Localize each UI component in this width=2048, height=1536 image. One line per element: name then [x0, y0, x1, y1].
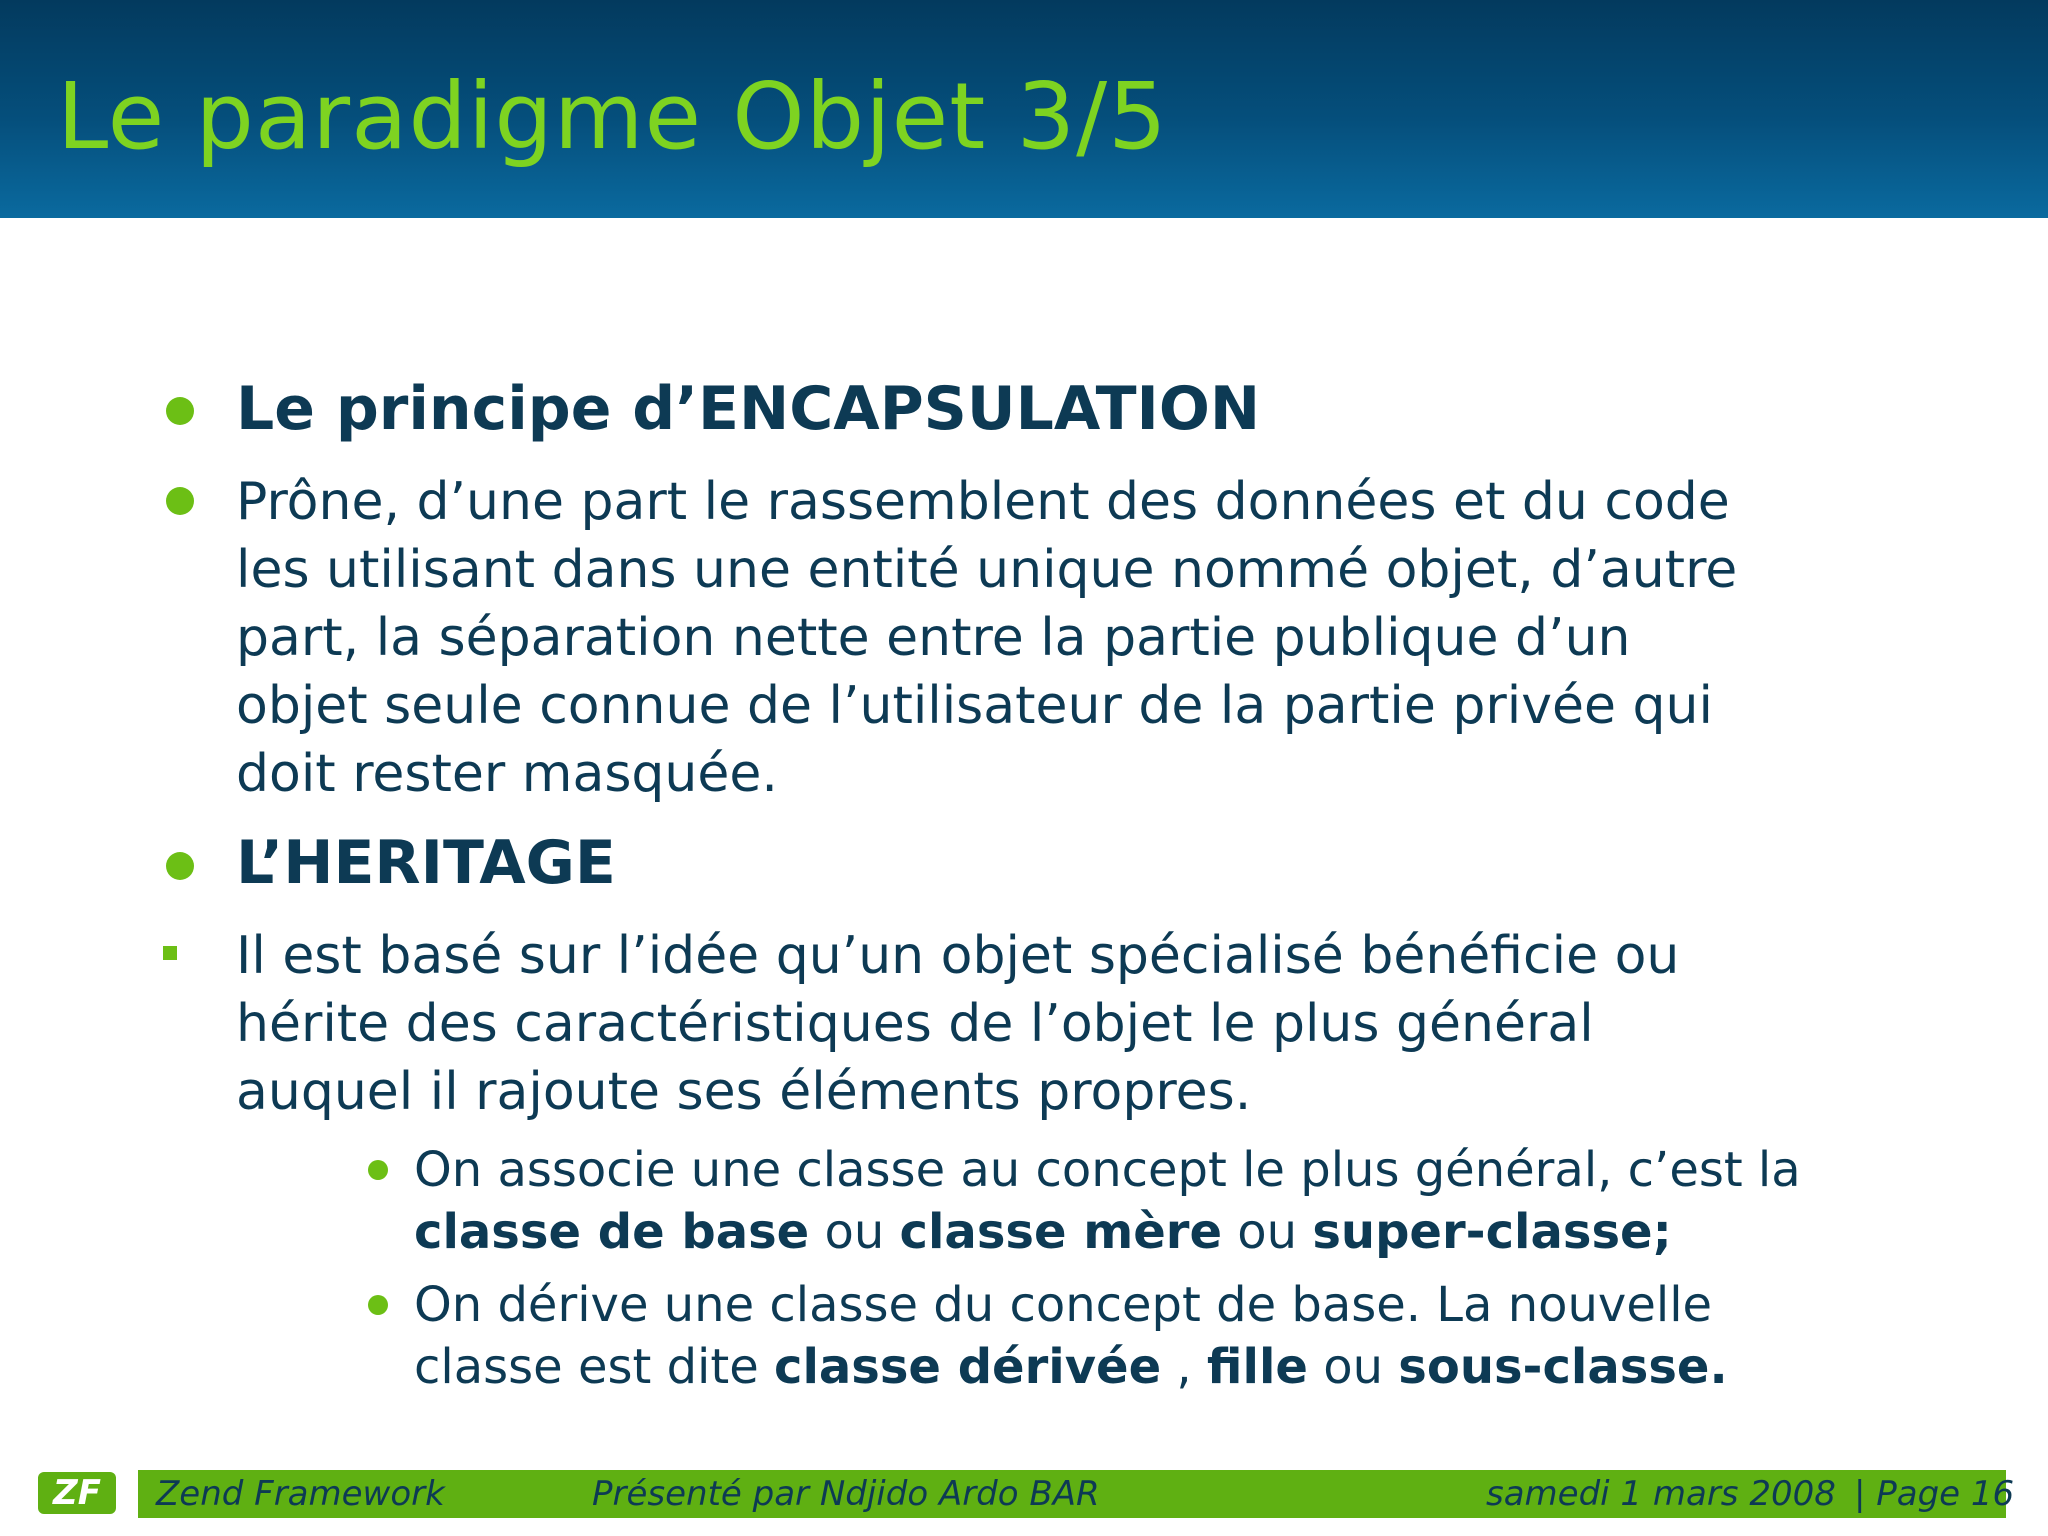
term-child-class: fille	[1206, 1339, 1308, 1395]
slide-title: Le paradigme Objet 3/5	[57, 63, 1168, 170]
sub-item-base-class	[414, 1139, 1974, 1263]
term-base-class: classe de base	[414, 1204, 810, 1260]
sub-item-line	[414, 1201, 1974, 1263]
paragraph-line: Prône, d’une part le rassemblent des données et du code	[236, 472, 1730, 532]
footer-presenter: Présenté par Ndjido Ardo BAR	[592, 1474, 1100, 1514]
heading-encapsulation: Le principe d’ENCAPSULATION	[236, 374, 1261, 444]
heading-heritage: L’HERITAGE	[236, 828, 616, 898]
term-parent-class: classe mère	[899, 1204, 1223, 1260]
bullet-dot	[166, 487, 194, 515]
footer-date: samedi 1 mars 2008	[1486, 1474, 1836, 1514]
bullet-square	[163, 946, 177, 960]
sub-item-line	[414, 1336, 1974, 1398]
connector-text: ou	[1307, 1339, 1399, 1395]
slide-header	[0, 0, 2048, 218]
footer-framework: Zend Framework	[156, 1474, 445, 1514]
paragraph-line: Il est basé sur l’idée qu’un objet spécialisé bénéficie ou	[236, 926, 1680, 986]
bullet-dot	[166, 397, 194, 425]
paragraph-line: doit rester masquée.	[236, 744, 778, 804]
paragraph-line: objet seule connue de l’utilisateur de la partie privée qui	[236, 676, 1713, 736]
paragraph-heritage	[236, 922, 1876, 1126]
term-sub-class: sous-classe.	[1398, 1339, 1728, 1395]
paragraph-encapsulation	[236, 468, 1876, 808]
footer-page-number: | Page 16	[1854, 1474, 2015, 1514]
bullet-dot	[166, 852, 194, 880]
bullet-dot	[368, 1295, 388, 1315]
sub-item-line: On associe une classe au concept le plus général, c’est la	[414, 1142, 1801, 1198]
sub-item-line: On dérive une classe du concept de base. La nouvelle	[414, 1277, 1713, 1333]
paragraph-line: part, la séparation nette entre la partie publique d’un	[236, 608, 1631, 668]
zend-framework-logo: ZF	[38, 1472, 116, 1514]
term-super-class: super-classe;	[1312, 1204, 1672, 1260]
sub-item-derived-class	[414, 1274, 1974, 1398]
paragraph-line: auquel il rajoute ses éléments propres.	[236, 1062, 1252, 1122]
connector-text: ou	[1222, 1204, 1313, 1260]
paragraph-line: les utilisant dans une entité unique nommé objet, d’autre	[236, 540, 1738, 600]
connector-text: ou	[809, 1204, 900, 1260]
paragraph-line: hérite des caractéristiques de l’objet le plus général	[236, 994, 1594, 1054]
bullet-dot	[368, 1160, 388, 1180]
term-derived-class: classe dérivée	[773, 1339, 1162, 1395]
connector-text: ,	[1161, 1339, 1207, 1395]
connector-text: classe est dite	[414, 1339, 774, 1395]
